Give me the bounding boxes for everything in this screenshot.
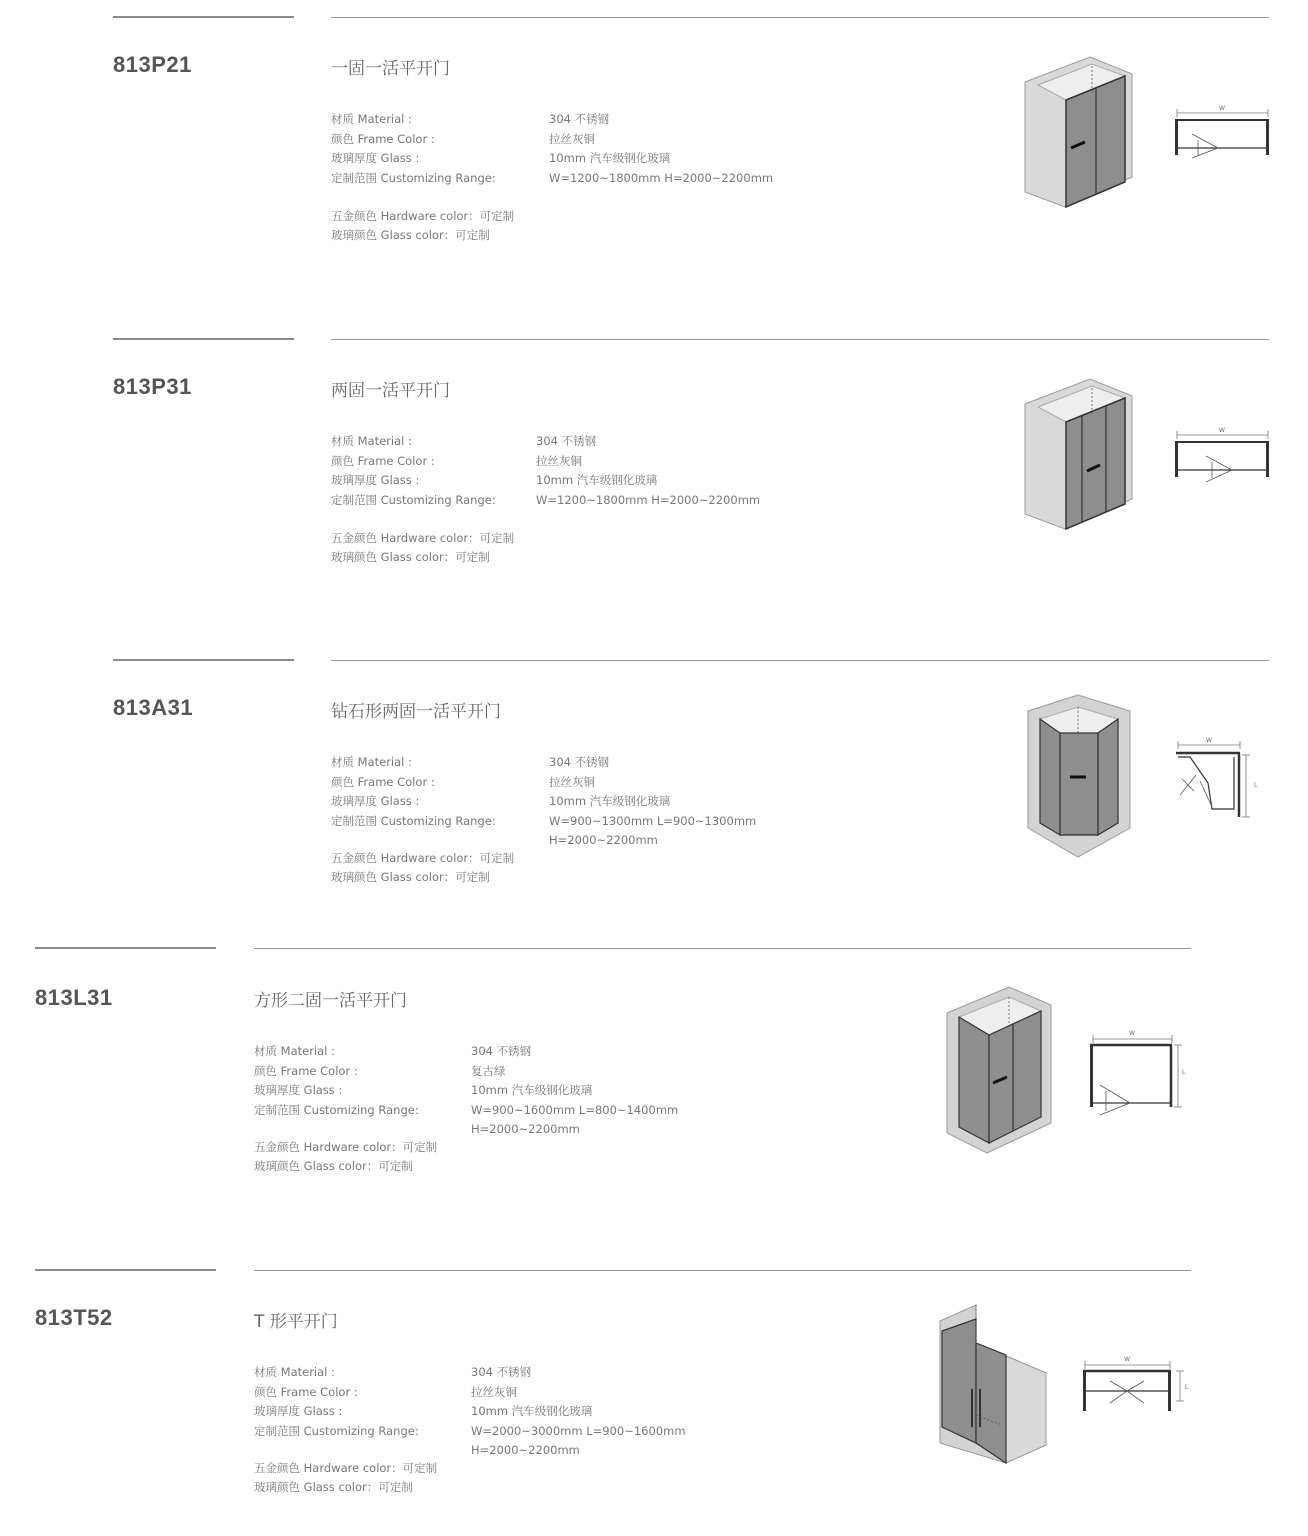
spec-label: 玻璃厚度 Glass : xyxy=(331,151,420,165)
product-name: 方形二固一活平开门 xyxy=(254,991,407,1011)
spec-value: W=900~1600mm L=800~1400mm xyxy=(471,1102,679,1117)
section-rule-left xyxy=(35,1269,216,1271)
spec-row-glass xyxy=(254,1402,754,1422)
spec-value: 10mm 汽车级钢化玻璃 xyxy=(471,1083,593,1097)
spec-row-range xyxy=(331,169,831,189)
spec-value: 复古绿 xyxy=(471,1063,506,1078)
spec-row-frame-color xyxy=(331,452,831,472)
spec-value: 10mm 汽车级钢化玻璃 xyxy=(471,1404,593,1418)
floor-plan-diagram xyxy=(1168,735,1264,825)
spec-value: 10mm 汽车级钢化玻璃 xyxy=(549,794,671,808)
spec-value: W=1200~1800mm H=2000~2200mm xyxy=(536,492,761,507)
spec-row-range xyxy=(331,812,831,832)
spec-value: W=2000~3000mm L=900~1600mm xyxy=(471,1423,686,1438)
section-rule-right xyxy=(331,17,1269,18)
spec-value: 10mm 汽车级钢化玻璃 xyxy=(536,473,658,487)
spec-label: 颜色 Frame Color : xyxy=(254,1384,358,1399)
shower-enclosure-iso-illustration xyxy=(1022,693,1134,861)
shower-enclosure-iso-illustration xyxy=(1020,374,1138,536)
spec-row-range xyxy=(254,1101,754,1121)
spec-list xyxy=(254,1042,754,1140)
spec-row-material xyxy=(254,1042,754,1062)
product-code: 813L31 xyxy=(35,985,113,1010)
floor-plan-diagram xyxy=(1086,1027,1190,1119)
spec-label: 定制范围 Customizing Range: xyxy=(254,1423,419,1438)
spec-row-material xyxy=(331,432,831,452)
spec-label: 定制范围 Customizing Range: xyxy=(331,492,496,507)
spec-row-range-height xyxy=(331,831,831,851)
product-section-813P31 xyxy=(0,322,1308,642)
spec-value: W=1200~1800mm H=2000~2200mm xyxy=(549,170,774,185)
plan-l-label: L xyxy=(1182,1069,1186,1076)
glass-color: 玻璃颜色 Glass color：可定制 xyxy=(254,1480,413,1494)
spec-value: H=2000~2200mm xyxy=(549,833,658,847)
spec-label: 定制范围 Customizing Range: xyxy=(331,813,496,828)
floor-plan-diagram xyxy=(1080,1351,1192,1421)
spec-value: 304 不锈钢 xyxy=(549,112,610,126)
product-section-813T52 xyxy=(0,1253,1308,1536)
product-code: 813P31 xyxy=(113,374,192,399)
spec-label: 玻璃厚度 Glass : xyxy=(254,1404,343,1418)
spec-row-frame-color xyxy=(331,773,831,793)
shower-enclosure-iso-illustration xyxy=(943,983,1055,1155)
spec-label: 定制范围 Customizing Range: xyxy=(331,170,496,185)
floor-plan-diagram xyxy=(1170,100,1274,160)
spec-label: 玻璃厚度 Glass : xyxy=(331,473,420,487)
spec-label: 定制范围 Customizing Range: xyxy=(254,1102,419,1117)
section-rule-right xyxy=(254,948,1191,949)
spec-row-frame-color xyxy=(331,130,831,150)
spec-label: 材质 Material : xyxy=(254,1044,335,1058)
spec-value: 304 不锈钢 xyxy=(549,755,610,769)
spec-list xyxy=(331,432,831,510)
hardware-color: 五金颜色 Hardware color：可定制 xyxy=(331,851,515,865)
section-rule-right xyxy=(254,1270,1191,1271)
spec-value: W=900~1300mm L=900~1300mm xyxy=(549,813,757,828)
product-name: T 形平开门 xyxy=(254,1312,338,1332)
plan-w-label: W xyxy=(1219,427,1225,434)
product-section-813A31 xyxy=(0,643,1308,963)
product-code: 813T52 xyxy=(35,1305,113,1330)
spec-list xyxy=(254,1363,754,1461)
spec-value: 304 不锈钢 xyxy=(471,1044,532,1058)
spec-value: 10mm 汽车级钢化玻璃 xyxy=(549,151,671,165)
section-rule-left xyxy=(35,947,216,949)
section-rule-left xyxy=(113,659,294,661)
spec-label: 颜色 Frame Color : xyxy=(254,1063,358,1078)
product-code: 813P21 xyxy=(113,52,192,77)
glass-color: 玻璃颜色 Glass color：可定制 xyxy=(331,550,490,564)
glass-color: 玻璃颜色 Glass color：可定制 xyxy=(254,1159,413,1173)
spec-row-glass xyxy=(331,471,831,491)
hardware-color: 五金颜色 Hardware color：可定制 xyxy=(254,1140,438,1154)
spec-row-material xyxy=(254,1363,754,1383)
spec-value: H=2000~2200mm xyxy=(471,1443,580,1457)
glass-color: 玻璃颜色 Glass color：可定制 xyxy=(331,228,490,242)
plan-w-label: W xyxy=(1124,1356,1130,1363)
spec-row-glass xyxy=(254,1081,754,1101)
spec-row-range xyxy=(331,491,831,511)
spec-label: 颜色 Frame Color : xyxy=(331,131,435,146)
section-rule-left xyxy=(113,338,294,340)
spec-value: 304 不锈钢 xyxy=(471,1365,532,1379)
plan-w-label: W xyxy=(1219,105,1225,112)
spec-row-range-height xyxy=(254,1120,754,1140)
spec-label: 材质 Material : xyxy=(254,1365,335,1379)
hardware-color: 五金颜色 Hardware color：可定制 xyxy=(331,209,515,223)
product-name: 一固一活平开门 xyxy=(331,59,450,79)
spec-label: 颜色 Frame Color : xyxy=(331,453,435,468)
plan-l-label: L xyxy=(1185,1384,1189,1391)
spec-row-range xyxy=(254,1422,754,1442)
spec-row-glass xyxy=(331,792,831,812)
spec-label: 玻璃厚度 Glass : xyxy=(254,1083,343,1097)
spec-label: 材质 Material : xyxy=(331,434,412,448)
shower-enclosure-iso-illustration xyxy=(936,1303,1054,1469)
product-section-813P21 xyxy=(0,0,1308,320)
floor-plan-diagram xyxy=(1170,422,1274,482)
spec-list xyxy=(331,753,831,851)
spec-row-frame-color xyxy=(254,1383,754,1403)
section-rule-left xyxy=(113,16,294,18)
product-code: 813A31 xyxy=(113,695,194,720)
plan-l-label: L xyxy=(1254,782,1258,789)
spec-label: 材质 Material : xyxy=(331,755,412,769)
spec-row-range-height xyxy=(254,1441,754,1461)
spec-row-material xyxy=(331,110,831,130)
spec-list xyxy=(331,110,831,188)
spec-label: 颜色 Frame Color : xyxy=(331,774,435,789)
plan-w-label: W xyxy=(1129,1030,1135,1037)
product-section-813L31 xyxy=(0,931,1308,1251)
spec-label: 材质 Material : xyxy=(331,112,412,126)
spec-label: 玻璃厚度 Glass : xyxy=(331,794,420,808)
product-name: 两固一活平开门 xyxy=(331,381,450,401)
spec-value: 拉丝灰铜 xyxy=(536,453,582,468)
spec-value: 304 不锈钢 xyxy=(536,434,597,448)
section-rule-right xyxy=(331,660,1269,661)
spec-row-glass xyxy=(331,149,831,169)
hardware-color: 五金颜色 Hardware color：可定制 xyxy=(254,1461,438,1475)
section-rule-right xyxy=(331,339,1269,340)
product-name: 钻石形两固一活平开门 xyxy=(331,702,501,722)
spec-row-frame-color xyxy=(254,1062,754,1082)
glass-color: 玻璃颜色 Glass color：可定制 xyxy=(331,870,490,884)
plan-w-label: W xyxy=(1206,737,1212,744)
spec-value: 拉丝灰铜 xyxy=(471,1384,517,1399)
shower-enclosure-iso-illustration xyxy=(1020,52,1138,214)
spec-value: 拉丝灰铜 xyxy=(549,774,595,789)
hardware-color: 五金颜色 Hardware color：可定制 xyxy=(331,531,515,545)
spec-value: 拉丝灰铜 xyxy=(549,131,595,146)
spec-row-material xyxy=(331,753,831,773)
spec-value: H=2000~2200mm xyxy=(471,1122,580,1136)
